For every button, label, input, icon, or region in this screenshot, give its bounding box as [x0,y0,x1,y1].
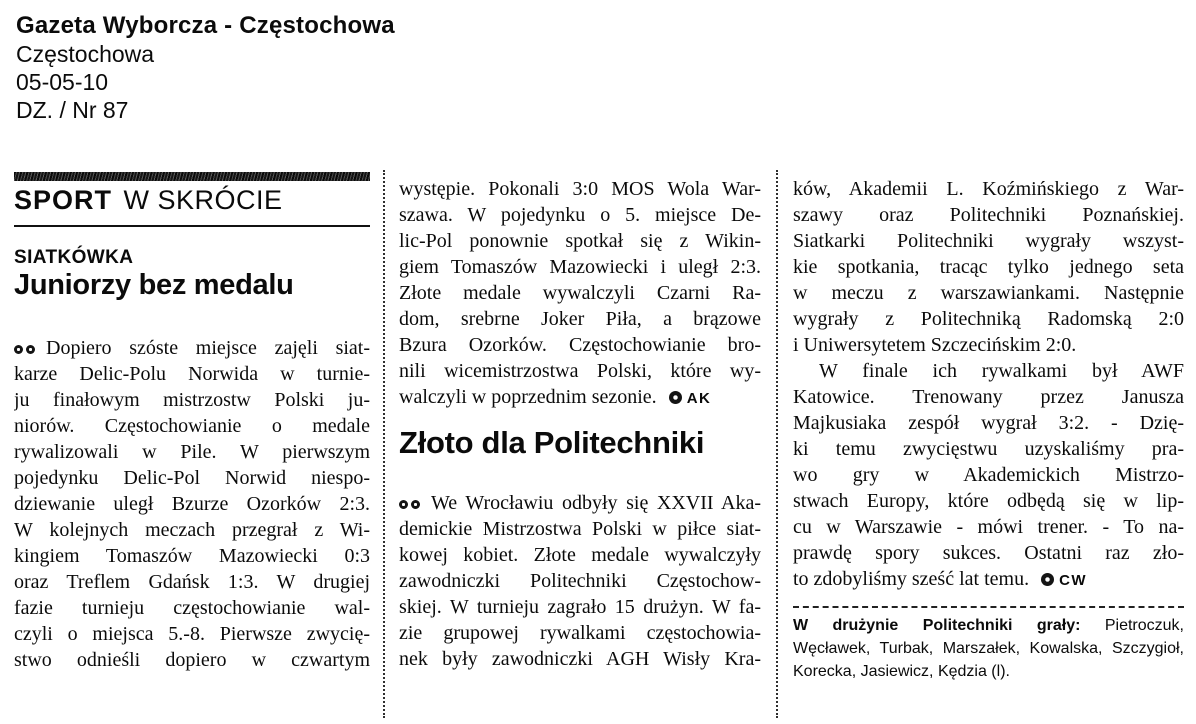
body-line: Złote medale wywalczyli Czarni Ra- [399,282,761,304]
footnote-lead: W drużynie Politechniki grały: [793,617,1081,634]
publication-city: Częstochowa [16,41,155,67]
article-body-col3 [793,176,1184,592]
body-line: i Uniwersytetem Szczecińskim 2:0. [793,334,1077,356]
body-line: Bzura Ozorków. Częstochowianie bro- [399,334,761,356]
body-line: karze Delic-Polu Norwida w turnie- [14,363,370,385]
body-line: W kolejnych meczach przegrał z Wi- [14,519,370,541]
section-title-sport: SPORT [14,185,113,215]
column-divider [383,170,385,718]
body-line: giem Tomaszów Mazowiecki i uległ 2:3. [399,256,761,278]
section-rule [14,225,370,227]
body-line: zie grupowej rywalkami częstochowia- [399,622,761,644]
body-line: to zdobyliśmy sześć lat temu. CW [793,568,1088,590]
footnote-players: Pietroczuk, Węcławek, Turbak, Marszałek, Kowalska, Szczygioł, Korecka, Jasiewicz, Kędzia (l). [793,617,1184,680]
body-line: We Wrocławiu odbyły się XXVII Aka- [399,490,761,516]
article-signature: AK [657,386,712,408]
body-line: lic-Pol ponownie spotkał się z Wikin- [399,230,761,252]
footnote-rule [793,606,1184,608]
body-line: kingiem Tomaszów Mazowiecki 0:3 [14,545,370,567]
body-line: w meczu z warszawiankami. Następnie [793,282,1184,304]
article-headline-juniorzy: Juniorzy bez medalu [14,269,294,301]
footnote [793,614,1184,683]
body-line: ki temu zwycięstwu uzyskaliśmy pra- [793,438,1184,460]
column-divider [776,170,778,718]
article-kicker: SIATKÓWKA [14,247,134,268]
body-line: oraz Treflem Gdańsk 1:3. W drugiej [14,571,370,593]
body-line: fazie turnieju częstochowianie wal- [14,597,370,619]
body-line: skiej. W turnieju zagrało 15 drużyn. W fa- [399,596,761,618]
masthead [16,12,395,124]
column-2 [399,172,761,672]
body-line: kowej kobiet. Złote medale wywalczyły [399,544,761,566]
body-line: Siatkarki Politechniki wygrały wszyst- [793,230,1184,252]
article-body-col2-top [399,176,761,410]
section-title-w-skrocie: W SKRÓCIE [123,185,283,215]
body-line: dziewanie uległ Bzurze Ozorków 2:3. [14,493,370,515]
body-line: walczyli w poprzednim sezonie. AK [399,386,712,408]
body-line: Majkusiaka zespół wygrał 3:2. - Dzię- [793,412,1184,434]
body-line: niorów. Częstochowianie o medale [14,415,370,437]
body-line: W finale ich rywalkami był AWF [819,360,1184,382]
article-body-col1 [14,335,370,673]
body-line: stwach Europy, które odbędą się w lip- [793,490,1184,512]
article-body-col2-bottom [399,490,761,672]
body-line: wo gry w Akademickich Mistrzo- [793,464,1184,486]
body-line: szawa. W pojedynku o 5. miejsce De- [399,204,761,226]
body-line: pojedynku Delic-Pol Norwid niespo- [14,467,370,489]
section-bar [14,172,370,181]
body-line: ków, Akademii L. Koźmińskiego z War- [793,178,1184,200]
body-line: Dopiero szóste miejsce zajęli siat- [14,335,370,361]
body-line: cu w Warszawie - mówi trener. - To na- [793,516,1184,538]
body-line: nili wicemistrzostwa Polski, które wy- [399,360,761,382]
body-line: demickie Mistrzostwa Polski w piłce siat- [399,518,761,540]
article-headline-zloto: Złoto dla Politechniki [399,425,705,460]
publication-title: Gazeta Wyborcza - Częstochowa [16,12,395,39]
end-of-article-icon [1041,573,1054,586]
end-of-article-icon [669,391,682,404]
body-line: zawodniczki Politechniki Częstochow- [399,570,761,592]
body-line: czyli o miejsca 5.-8. Pierwsze zwycię- [14,623,370,645]
body-line: kie spotkania, tracąc tylko jednego seta [793,256,1184,278]
body-line: prawdę spory sukces. Ostatni raz zło- [793,542,1184,564]
section-title [14,185,370,216]
body-line: nek były zawodniczki AGH Wisły Kra- [399,648,761,670]
body-line: dom, srebrne Joker Piła, a brązowe [399,308,761,330]
body-line: stwo odnieśli dopiero w czwartym [14,649,370,671]
column-3 [793,172,1184,683]
body-line: ju finałowym mistrzostw Polski ju- [14,389,370,411]
body-line: Katowice. Trenowany przez Janusza [793,386,1184,408]
publication-issue: DZ. / Nr 87 [16,97,129,123]
paragraph-marker-icon [14,335,38,361]
body-line: szawy oraz Politechniki Poznańskiej. [793,204,1184,226]
body-line: wygrały z Politechniką Radomską 2:0 [793,308,1184,330]
publication-date: 05-05-10 [16,69,109,95]
paragraph-marker-icon [399,490,423,516]
body-line: rywalizowali w Pile. W pierwszym [14,441,370,463]
column-1 [14,172,370,673]
article-signature: CW [1029,568,1087,590]
body-line: występie. Pokonali 3:0 MOS Wola War- [399,178,761,200]
